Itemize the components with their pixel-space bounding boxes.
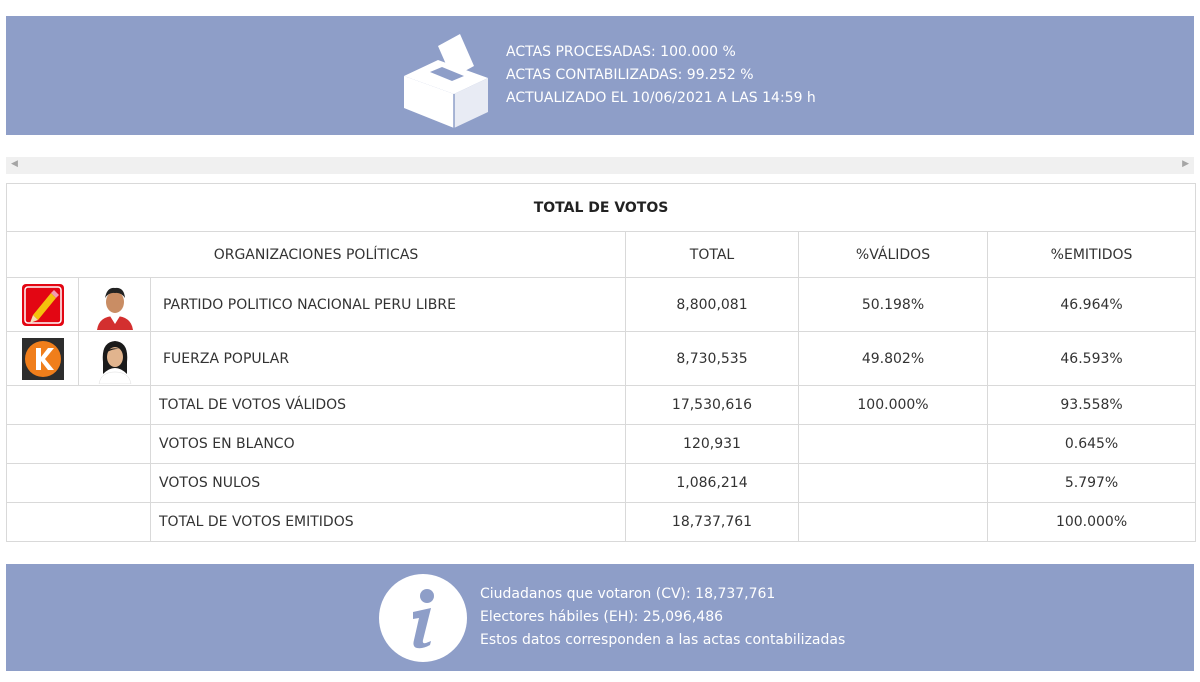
pencil-logo-icon (21, 283, 65, 327)
percent-emitidos: 46.593% (988, 332, 1196, 386)
percent-emitidos: 100.000% (988, 503, 1196, 542)
percent-validos (799, 425, 988, 464)
table-row (7, 386, 1196, 425)
candidate-photo (91, 280, 139, 330)
votes-total: 1,086,214 (626, 464, 799, 503)
party-name: FUERZA POPULAR (151, 332, 626, 386)
row-label: VOTOS EN BLANCO (151, 425, 626, 464)
table-row (7, 332, 1196, 386)
info-banner (6, 564, 1194, 671)
horizontal-scrollbar[interactable] (6, 157, 1194, 174)
electores-habiles-text: Electores hábiles (EH): 25,096,486 (480, 609, 724, 625)
table-row (7, 425, 1196, 464)
percent-validos (799, 503, 988, 542)
votes-total: 8,800,081 (626, 278, 799, 332)
table-header-row (7, 232, 1196, 278)
percent-validos: 50.198% (799, 278, 988, 332)
percent-emitidos: 46.964% (988, 278, 1196, 332)
column-header-total: TOTAL (626, 232, 799, 278)
summary-banner (6, 16, 1194, 135)
actas-procesadas-text: ACTAS PROCESADAS: 100.000 % (506, 44, 736, 60)
votes-total: 8,730,535 (626, 332, 799, 386)
percent-emitidos: 0.645% (988, 425, 1196, 464)
candidate-photo (91, 334, 139, 384)
scroll-left-arrow-icon[interactable]: ◀ (11, 159, 18, 169)
row-label: VOTOS NULOS (151, 464, 626, 503)
actas-contabilizadas-text: ACTAS CONTABILIZADAS: 99.252 % (506, 67, 754, 83)
k-logo-icon (21, 337, 65, 381)
updated-timestamp: ACTUALIZADO EL 10/06/2021 A LAS 14:59 h (506, 90, 816, 106)
results-table (6, 183, 1196, 542)
row-label: TOTAL DE VOTOS VÁLIDOS (151, 386, 626, 425)
column-header-organizaciones: ORGANIZACIONES POLÍTICAS (7, 232, 626, 278)
table-row (7, 278, 1196, 332)
column-header-validos: %VÁLIDOS (799, 232, 988, 278)
percent-emitidos: 5.797% (988, 464, 1196, 503)
party-name: PARTIDO POLITICO NACIONAL PERU LIBRE (151, 278, 626, 332)
ballot-box-icon (398, 24, 494, 128)
info-note-text: Estos datos corresponden a las actas contabilizadas (480, 632, 846, 648)
votes-total: 17,530,616 (626, 386, 799, 425)
column-header-emitidos: %EMITIDOS (988, 232, 1196, 278)
ciudadanos-votaron-text: Ciudadanos que votaron (CV): 18,737,761 (480, 586, 776, 602)
info-icon (379, 574, 467, 662)
table-row (7, 464, 1196, 503)
table-row (7, 503, 1196, 542)
votes-total: 120,931 (626, 425, 799, 464)
percent-validos: 100.000% (799, 386, 988, 425)
table-title: TOTAL DE VOTOS (7, 184, 1196, 232)
scroll-right-arrow-icon[interactable]: ▶ (1182, 159, 1189, 169)
votes-total: 18,737,761 (626, 503, 799, 542)
percent-validos: 49.802% (799, 332, 988, 386)
row-label: TOTAL DE VOTOS EMITIDOS (151, 503, 626, 542)
percent-validos (799, 464, 988, 503)
percent-emitidos: 93.558% (988, 386, 1196, 425)
